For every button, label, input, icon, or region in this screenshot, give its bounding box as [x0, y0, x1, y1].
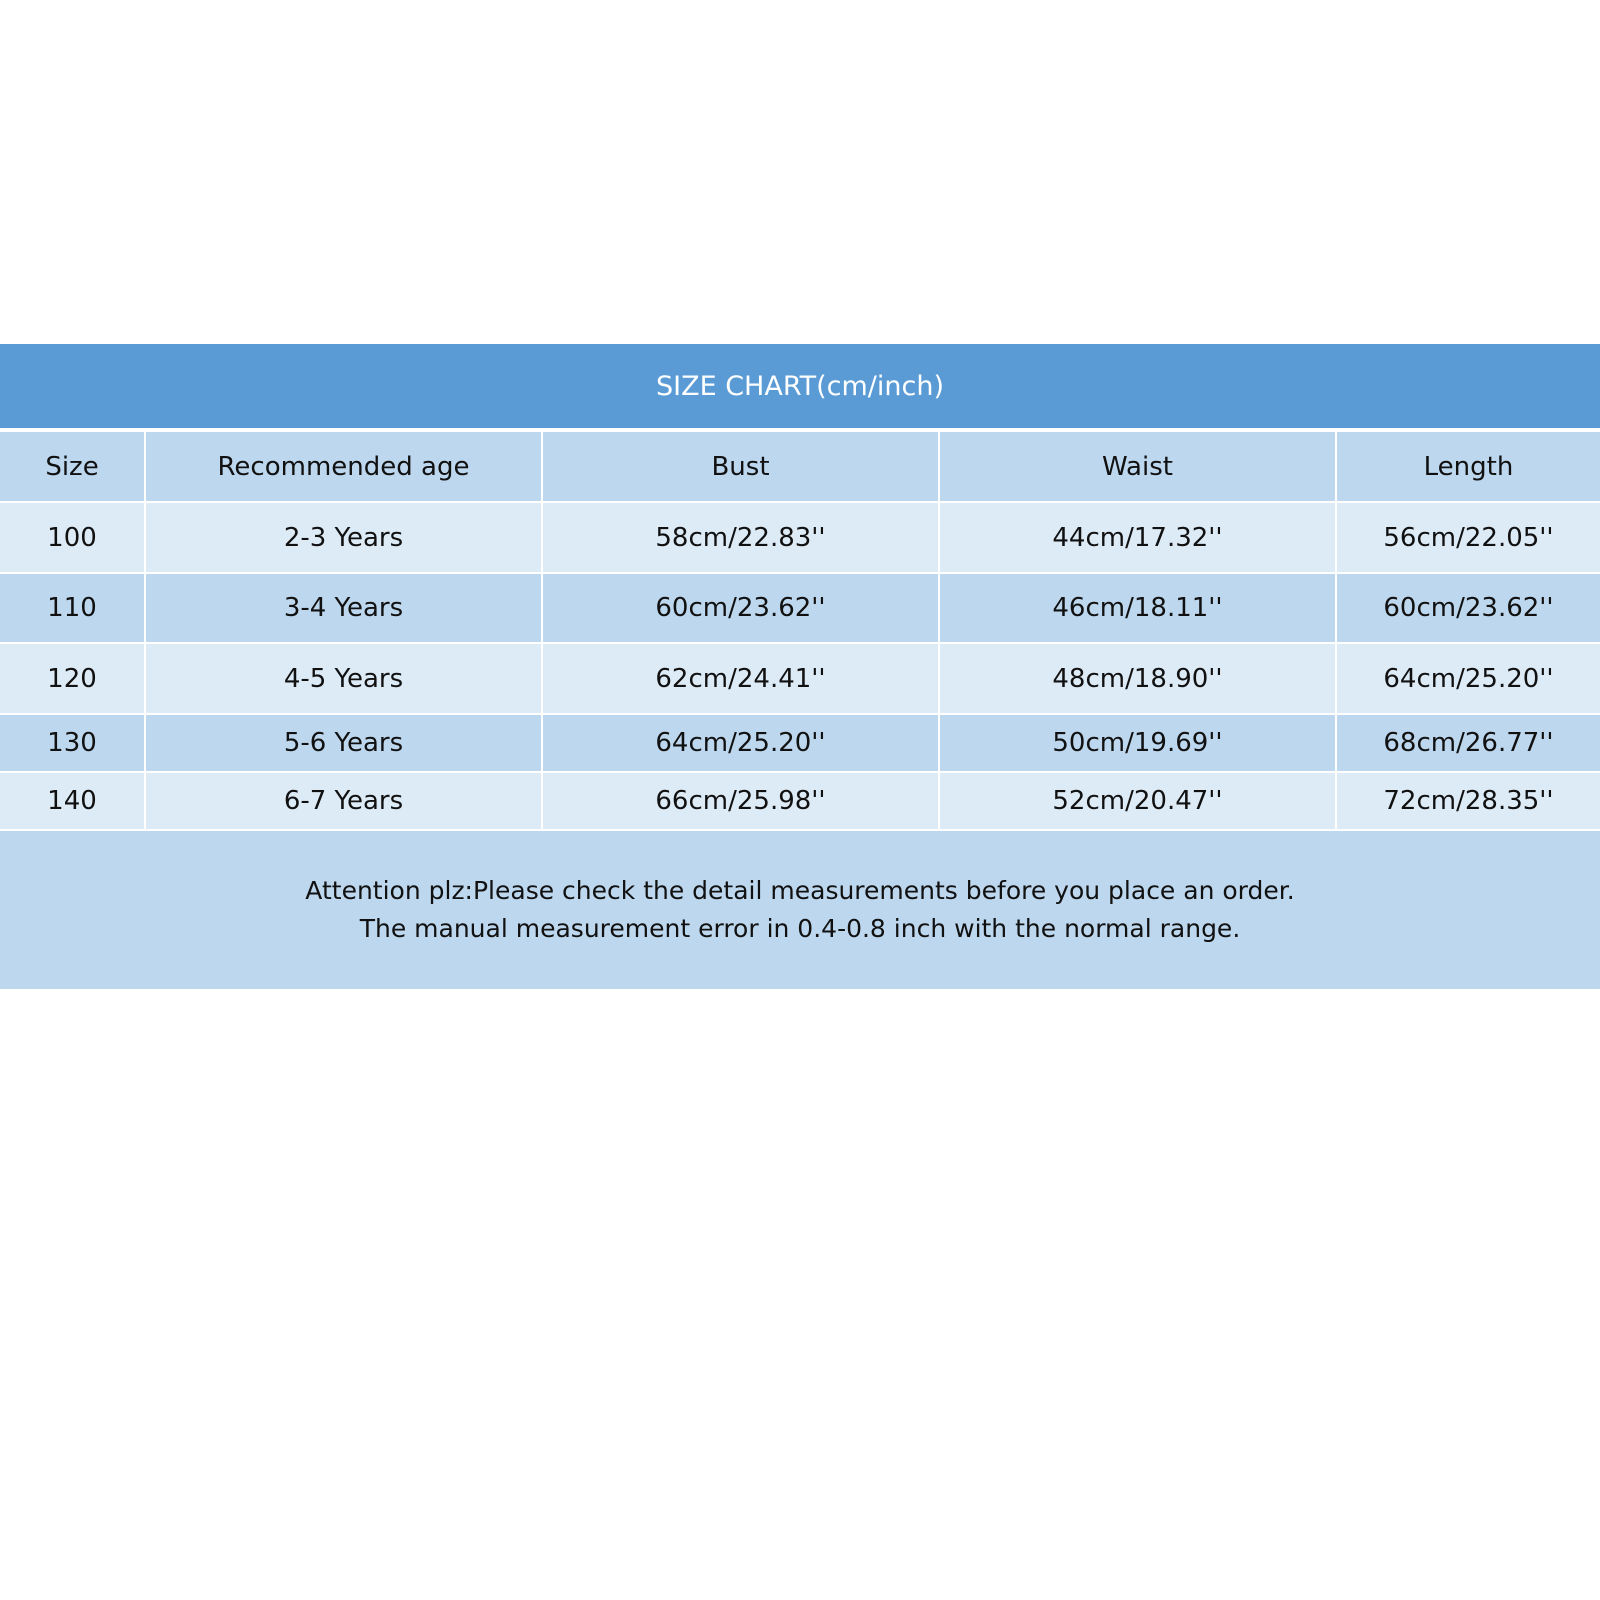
table-header-row [0, 432, 1600, 502]
cell-age: 6-7 Years [145, 772, 542, 830]
cell-bust: 58cm/22.83'' [542, 502, 939, 573]
cell-size: 140 [0, 772, 145, 830]
cell-waist: 46cm/18.11'' [939, 573, 1336, 643]
cell-size: 130 [0, 714, 145, 772]
cell-waist: 52cm/20.47'' [939, 772, 1336, 830]
header-recommended-age: Recommended age [145, 432, 542, 502]
cell-length: 72cm/28.35'' [1336, 772, 1600, 830]
size-table [0, 432, 1600, 831]
cell-size: 100 [0, 502, 145, 573]
cell-length: 68cm/26.77'' [1336, 714, 1600, 772]
attention-note [0, 831, 1600, 989]
table-row [0, 714, 1600, 772]
table-row [0, 573, 1600, 643]
chart-title: SIZE CHART(cm/inch) [0, 344, 1600, 432]
cell-length: 64cm/25.20'' [1336, 643, 1600, 714]
cell-waist: 50cm/19.69'' [939, 714, 1336, 772]
cell-waist: 44cm/17.32'' [939, 502, 1336, 573]
note-line-1: Attention plz:Please check the detail measurements before you place an order. [305, 876, 1295, 905]
cell-age: 3-4 Years [145, 573, 542, 643]
cell-size: 110 [0, 573, 145, 643]
cell-age: 2-3 Years [145, 502, 542, 573]
cell-bust: 66cm/25.98'' [542, 772, 939, 830]
note-line-2: The manual measurement error in 0.4-0.8 inch with the normal range. [359, 914, 1241, 943]
header-size: Size [0, 432, 145, 502]
size-chart [0, 344, 1600, 989]
cell-age: 4-5 Years [145, 643, 542, 714]
cell-bust: 62cm/24.41'' [542, 643, 939, 714]
cell-bust: 60cm/23.62'' [542, 573, 939, 643]
cell-age: 5-6 Years [145, 714, 542, 772]
header-bust: Bust [542, 432, 939, 502]
cell-length: 56cm/22.05'' [1336, 502, 1600, 573]
cell-waist: 48cm/18.90'' [939, 643, 1336, 714]
cell-length: 60cm/23.62'' [1336, 573, 1600, 643]
table-row [0, 502, 1600, 573]
header-length: Length [1336, 432, 1600, 502]
header-waist: Waist [939, 432, 1336, 502]
cell-size: 120 [0, 643, 145, 714]
table-row [0, 643, 1600, 714]
cell-bust: 64cm/25.20'' [542, 714, 939, 772]
table-row [0, 772, 1600, 830]
